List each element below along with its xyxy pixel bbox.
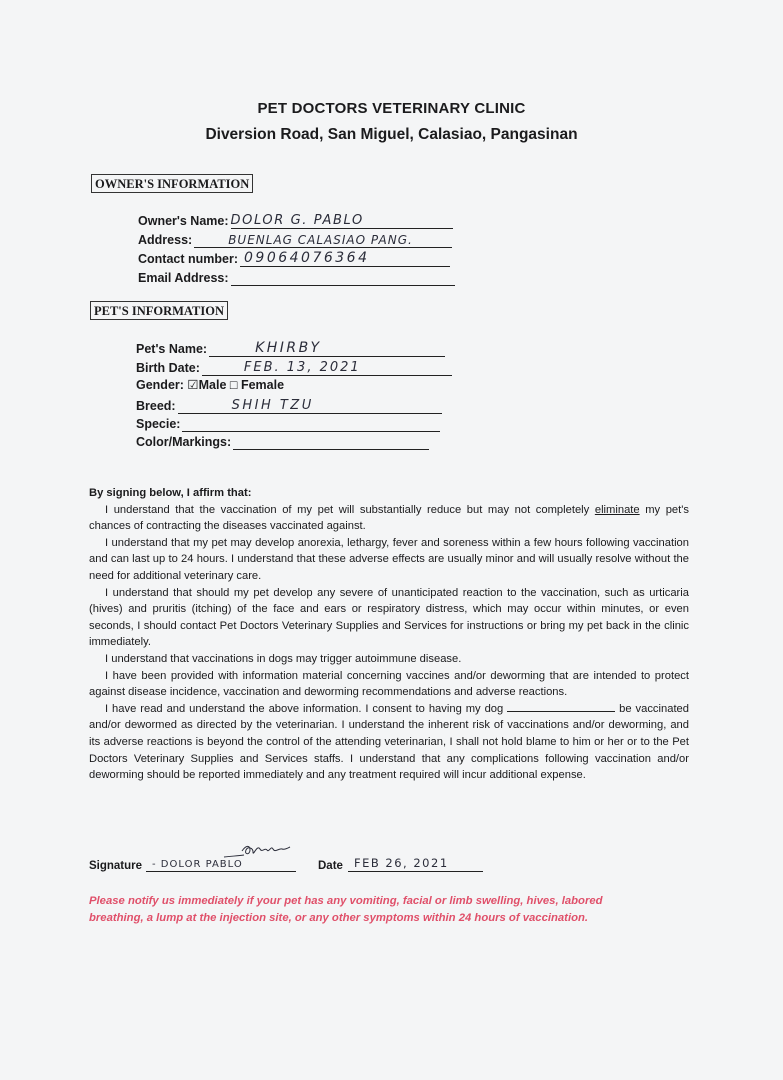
owner-contact-value: 09064076364 bbox=[244, 250, 370, 266]
date-line[interactable] bbox=[348, 855, 483, 872]
owner-section-title: OWNER'S INFORMATION bbox=[91, 174, 253, 193]
owner-contact-field[interactable] bbox=[138, 249, 450, 267]
affirmation-statement bbox=[89, 485, 689, 784]
owner-address-value: BUENLAG CALASIAO PANG. bbox=[228, 233, 413, 247]
date-label: Date bbox=[318, 860, 343, 872]
signature-printed-name: - DOLOR PABLO bbox=[152, 859, 243, 870]
pet-specie-field[interactable] bbox=[136, 414, 440, 432]
pet-color-field[interactable] bbox=[136, 432, 429, 450]
underlined-word: eliminate bbox=[594, 503, 640, 516]
owner-address-line[interactable] bbox=[194, 230, 452, 248]
owner-email-line[interactable] bbox=[231, 268, 455, 286]
owner-name-value: DOLOR G. PABLO bbox=[230, 213, 364, 228]
pet-name-line[interactable] bbox=[209, 339, 445, 357]
pet-name-label: Pet's Name: bbox=[136, 342, 208, 356]
signature-label: Signature bbox=[89, 860, 143, 872]
pet-breed-label: Breed: bbox=[136, 399, 176, 413]
dog-name-blank[interactable] bbox=[507, 701, 615, 712]
male-checkbox-icon[interactable]: ☑ bbox=[187, 378, 199, 392]
owner-contact-label: Contact number: bbox=[138, 252, 238, 266]
signature-line[interactable] bbox=[146, 855, 296, 872]
pet-specie-line[interactable] bbox=[182, 414, 440, 432]
statement-paragraph-5: I have been provided with information material concerning vaccines and/or deworming that are intended to protect against disease incidence, vaccination and deworming recommendations and adverse reactions. bbox=[89, 669, 689, 699]
owner-email-field[interactable] bbox=[138, 268, 455, 286]
owner-address-field[interactable] bbox=[138, 230, 452, 248]
statement-paragraph-2: I understand that my pet may develop anorexia, lethargy, fever and soreness within a few hours following vaccination and can last up to 24 hours. I understand that these adverse effects are usually minor and will usually resolve without the need for additional veterinary care. bbox=[89, 536, 689, 582]
pet-gender-field bbox=[136, 377, 284, 392]
owner-name-field[interactable] bbox=[138, 211, 453, 229]
female-checkbox-icon[interactable]: □ bbox=[229, 378, 238, 392]
male-option-label: Male bbox=[198, 378, 227, 392]
owner-name-line[interactable] bbox=[231, 211, 453, 229]
statement-paragraph-3: I understand that should my pet develop any severe of unanticipated reaction to the vaccination, such as urticaria (hives) and pruritis (itching) of the face and ears or respiratory distress, which may occur within minutes, or even seconds, I should contact Pet Doctors Veterinary Supplies and Services for instructions or bring my pet back in the clinic immediately. bbox=[89, 586, 689, 649]
signature-row bbox=[89, 848, 689, 876]
pet-birth-date-field[interactable] bbox=[136, 358, 452, 376]
pet-gender-label: Gender: bbox=[136, 378, 184, 392]
owner-contact-line[interactable] bbox=[240, 249, 450, 267]
affirmation-heading: By signing below, I affirm that: bbox=[89, 487, 252, 499]
pet-color-line[interactable] bbox=[233, 432, 429, 450]
pet-breed-value: SHIH TZU bbox=[231, 398, 314, 413]
female-option-label: Female bbox=[240, 378, 285, 392]
statement-paragraph-6: I have read and understand the above information. I consent to having my dog be vaccinated and/or dewormed as directed by the veterinarian. I understand the inherent risk of vaccinations and/or deworming, and its adverse reactions is beyond the control of the attending veterinarian, I shall not hold blame to him or her or to the Pet Doctors Veterinary Supplies and Services staffs. I understand that any complications following vaccination and/or deworming should be reported immediately and any treatment required will incur additional expense. bbox=[89, 702, 689, 782]
vaccination-notice: Please notify us immediately if your pet has any vomiting, facial or limb swelling, hives, labored breathing, a lump at the injection site, or any other symptoms within 24 hours of vaccination. bbox=[89, 895, 603, 924]
pet-birth-date-value: FEB. 13, 2021 bbox=[243, 360, 361, 375]
owner-address-label: Address: bbox=[138, 233, 193, 247]
pet-breed-line[interactable] bbox=[178, 396, 442, 414]
pet-section-title: PET'S INFORMATION bbox=[90, 301, 228, 320]
date-value: FEB 26, 2021 bbox=[354, 856, 449, 870]
pet-birth-date-line[interactable] bbox=[202, 358, 452, 376]
pet-name-value: KHIRBY bbox=[255, 340, 322, 356]
statement-paragraph-1: I understand that the vaccination of my pet will substantially reduce but may not completely eliminate my pet's chances of contracting the diseases vaccinated against. bbox=[89, 503, 689, 533]
clinic-name: PET DOCTORS VETERINARY CLINIC bbox=[257, 100, 526, 117]
pet-birth-date-label: Birth Date: bbox=[136, 361, 200, 375]
pet-breed-field[interactable] bbox=[136, 396, 442, 414]
owner-name-label: Owner's Name: bbox=[138, 214, 229, 228]
owner-email-label: Email Address: bbox=[138, 271, 229, 285]
statement-paragraph-4: I understand that vaccinations in dogs may trigger autoimmune disease. bbox=[105, 652, 462, 665]
pet-specie-label: Specie: bbox=[136, 417, 181, 431]
pet-name-field[interactable] bbox=[136, 339, 445, 357]
clinic-address: Diversion Road, San Miguel, Calasiao, Pangasinan bbox=[205, 126, 578, 143]
pet-color-label: Color/Markings: bbox=[136, 435, 232, 449]
